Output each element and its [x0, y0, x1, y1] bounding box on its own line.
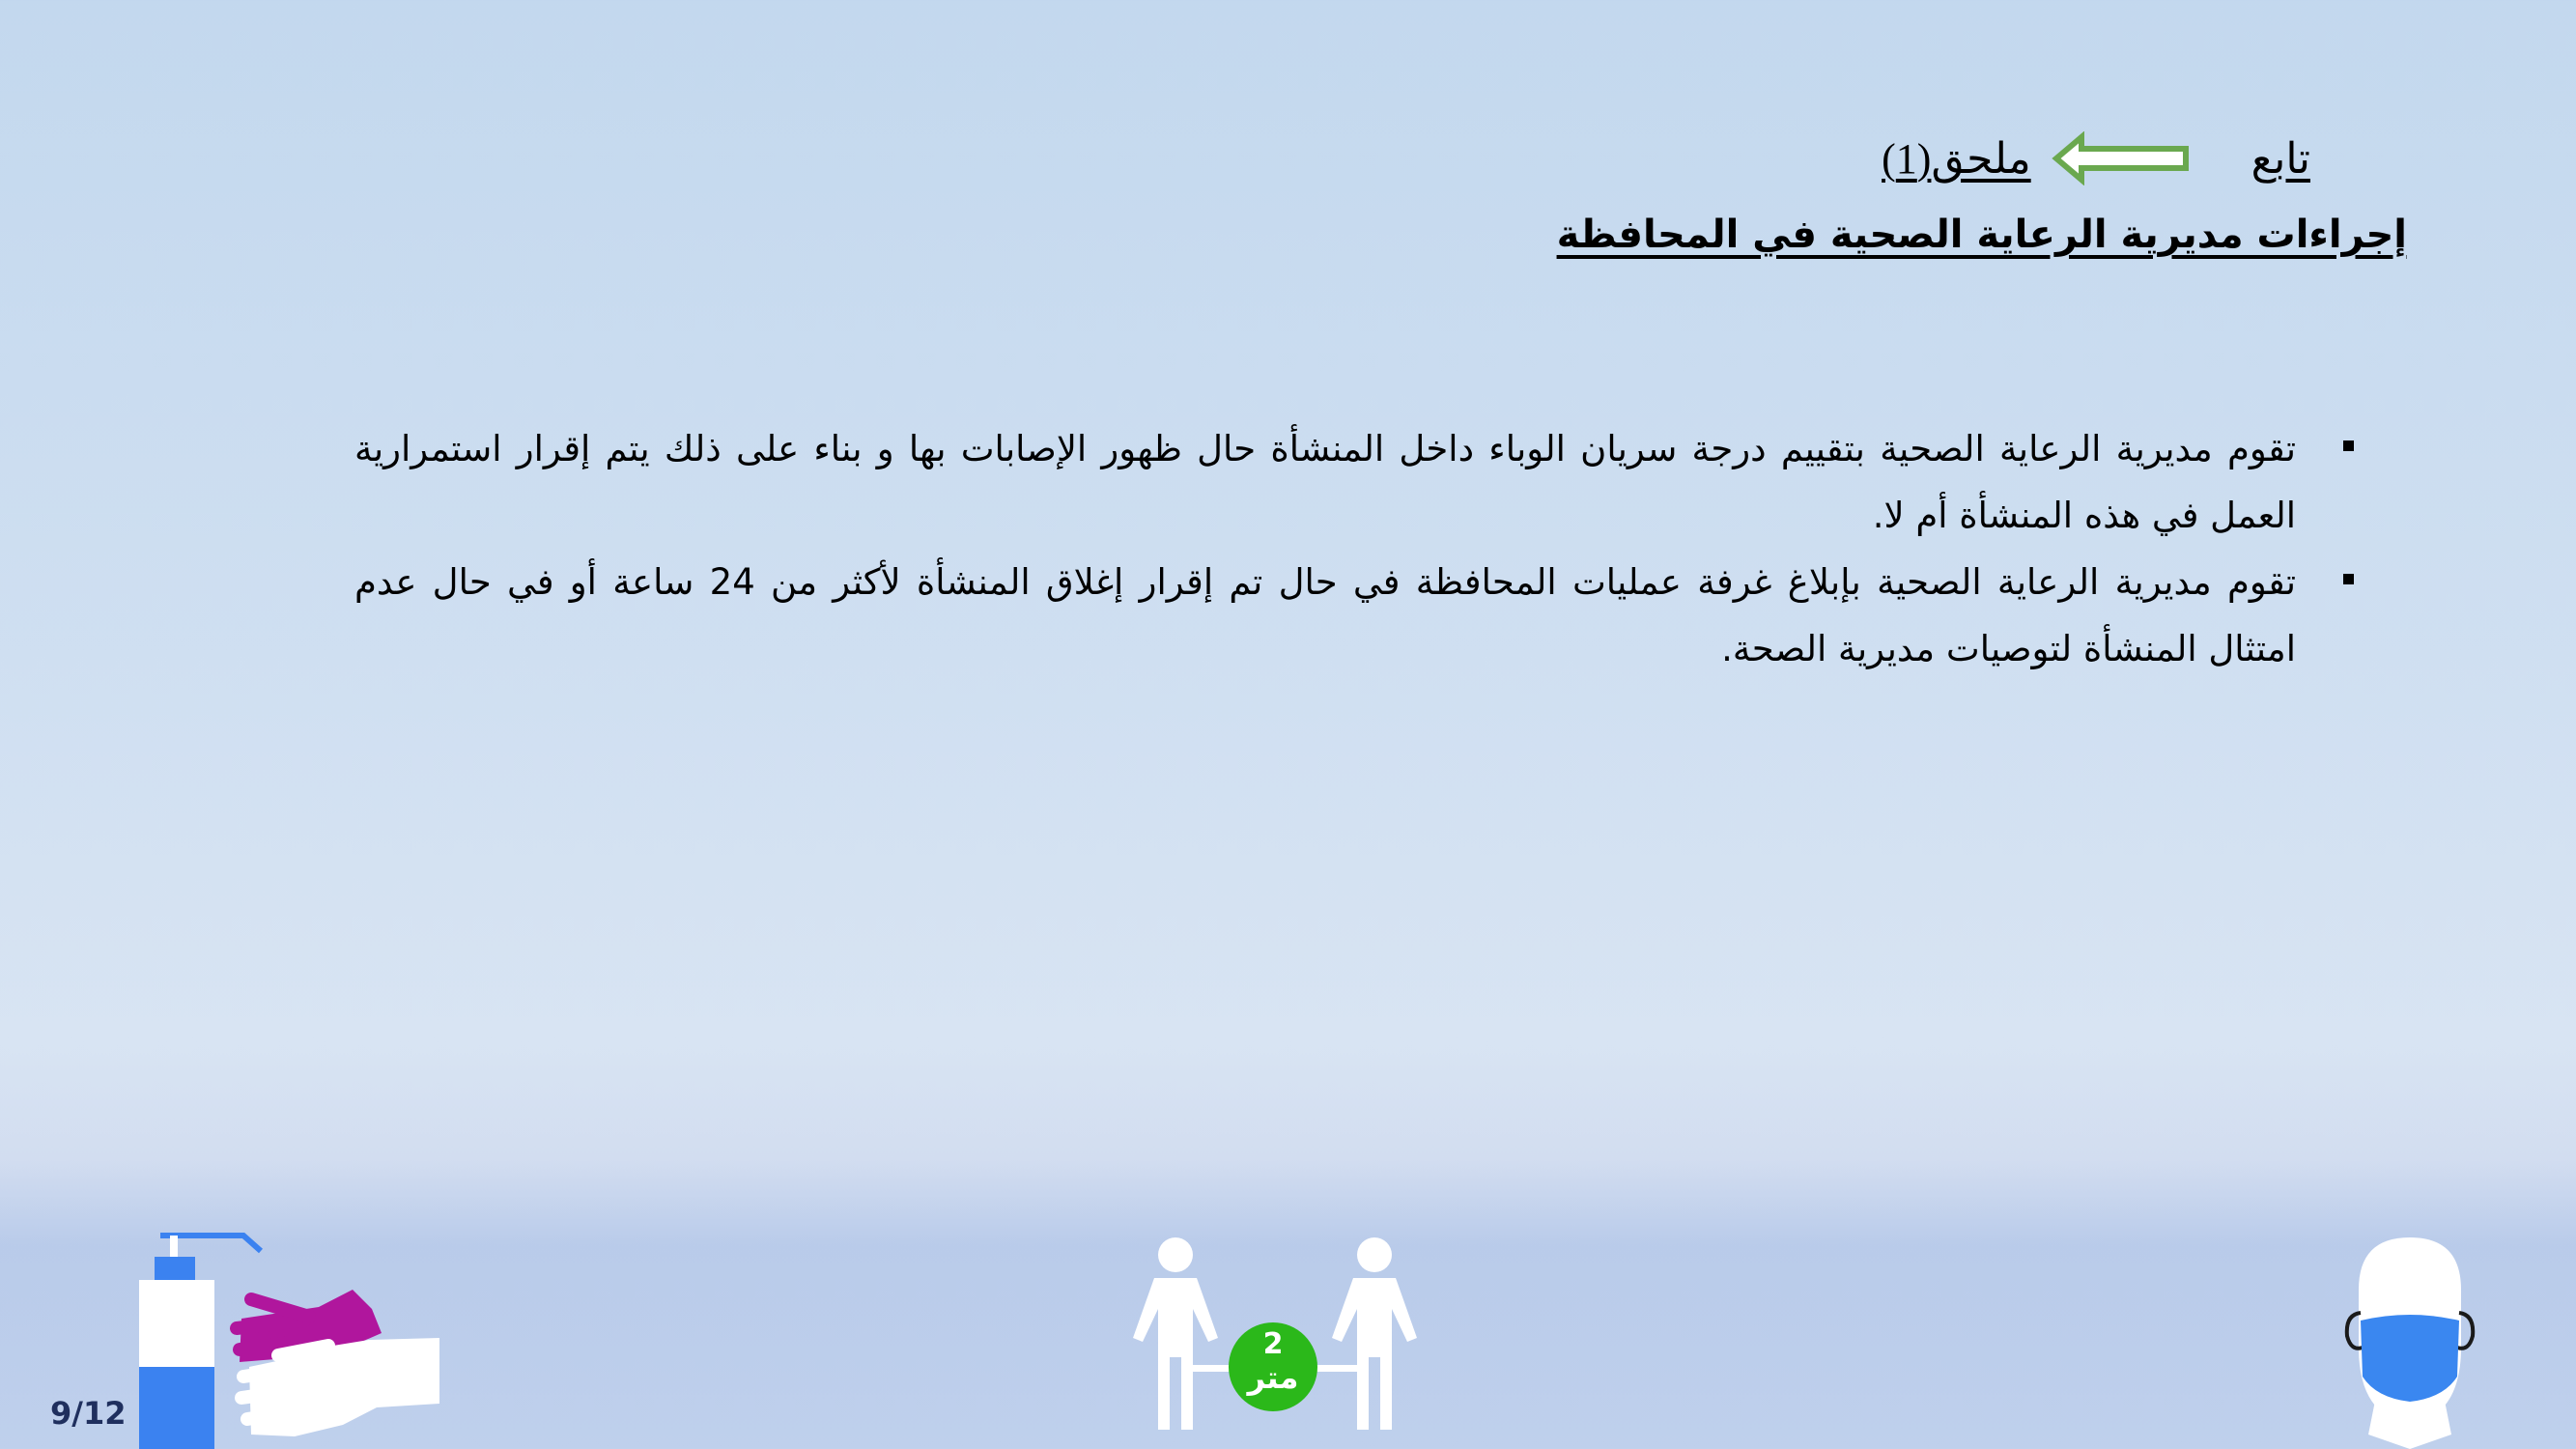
page-number: 9/12 — [50, 1395, 127, 1432]
annex-reference — [1882, 134, 2031, 184]
bullet-list — [354, 415, 2354, 682]
list-item — [354, 415, 2354, 549]
hands-washing-icon — [237, 1290, 442, 1436]
continued-label: تابع — [2250, 133, 2310, 184]
bullet-text: تقوم مديرية الرعاية الصحية بتقييم درجة سريان الوباء داخل المنشأة حال ظهور الإصابات بها و بناء على ذلك يتم إقرار استمرارية العمل في هذه المنشأة أم لا. — [354, 428, 2296, 536]
left-arrow-icon — [2049, 131, 2194, 185]
annex-header — [1882, 131, 2310, 185]
annex-number: (1) — [1882, 134, 1932, 183]
bullet-text: تقوم مديرية الرعاية الصحية بإبلاغ غرفة عمليات المحافظة في حال تم إقرار إغلاق المنشأة لأكثر من 24 ساعة أو في حال عدم امتثال المنشأة لتوصيات مديرية الصحة. — [354, 561, 2296, 669]
hand-sanitizer-icon — [135, 1232, 444, 1449]
distance-unit: متر — [1247, 1359, 1299, 1396]
face-mask-icon — [2337, 1232, 2482, 1449]
annex-word: ملحق — [1931, 133, 2031, 184]
social-distance-icon — [1125, 1232, 1420, 1449]
distance-number: 2 — [1262, 1327, 1284, 1361]
square-bullet-icon — [2343, 440, 2354, 451]
list-item — [354, 549, 2354, 682]
square-bullet-icon — [2343, 574, 2354, 584]
page-title: إجراءات مديرية الرعاية الصحية في المحافظة — [1556, 213, 2407, 257]
